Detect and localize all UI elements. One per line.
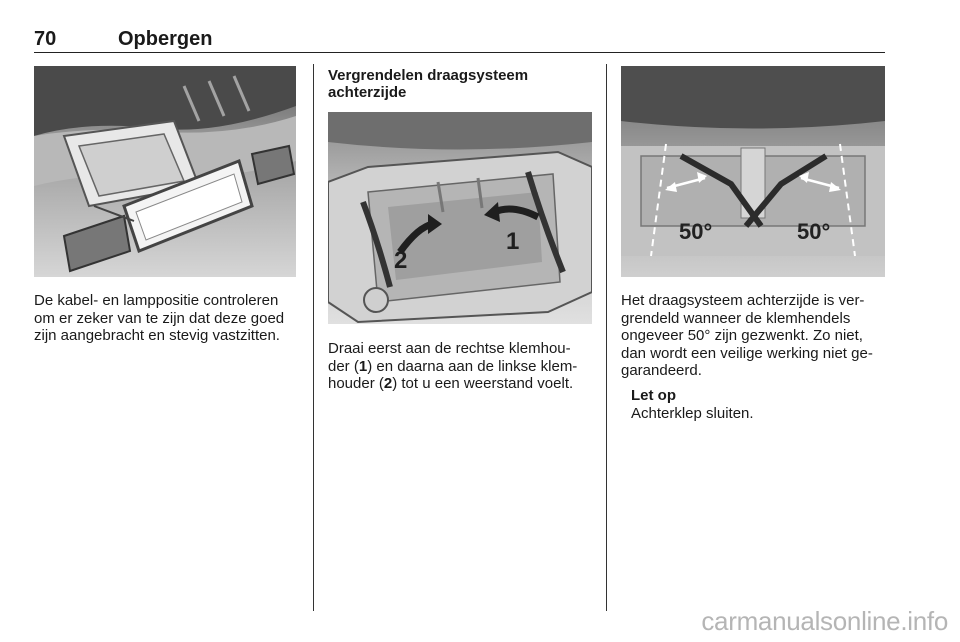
note-text: Achterklep sluiten. [631,404,754,422]
note-title: Let op [631,387,676,404]
page-number: 70 [34,28,57,50]
figure-label-2: 2 [394,247,408,274]
section-heading-line2: achterzijde [328,84,407,101]
figure-lamp-position [34,66,296,277]
col2-body-text: Draai eerst aan de rechtse klemhou-der (1) en daarna aan de linkse klem-houder (2) tot u een weerstand voelt. [328,340,578,392]
angle-label-right: 50° [797,219,831,244]
note-block [631,387,885,422]
label-ref-2: 2 [383,375,393,392]
section-heading [328,67,592,101]
column-divider-2 [606,64,607,611]
figure-lever-angle [621,66,885,277]
col1-body-text: De kabel- en lamppositie controleren om er zeker van te zijn dat deze goed zijn aangebracht en stevig vastzitten. [34,292,285,344]
watermark: carmanualsonline.info [701,606,948,636]
column-divider-1 [313,64,314,611]
figure-label-1: 1 [506,228,520,255]
section-heading-line1: Vergrendelen draagsysteem [328,67,529,84]
page-header [34,26,885,53]
page-title: Opbergen [118,28,213,50]
angle-label-left: 50° [679,219,713,244]
col3-body-text: Het draagsysteem achterzijde is ver-grendeld wanneer de klemhendels ongeveer 50° zijn gezwenkt. Zo niet, dan wordt een veilige werking niet ge-garandeerd. [621,292,873,379]
figure-rotate-holders [328,112,592,324]
label-ref-1: 1 [358,357,368,375]
